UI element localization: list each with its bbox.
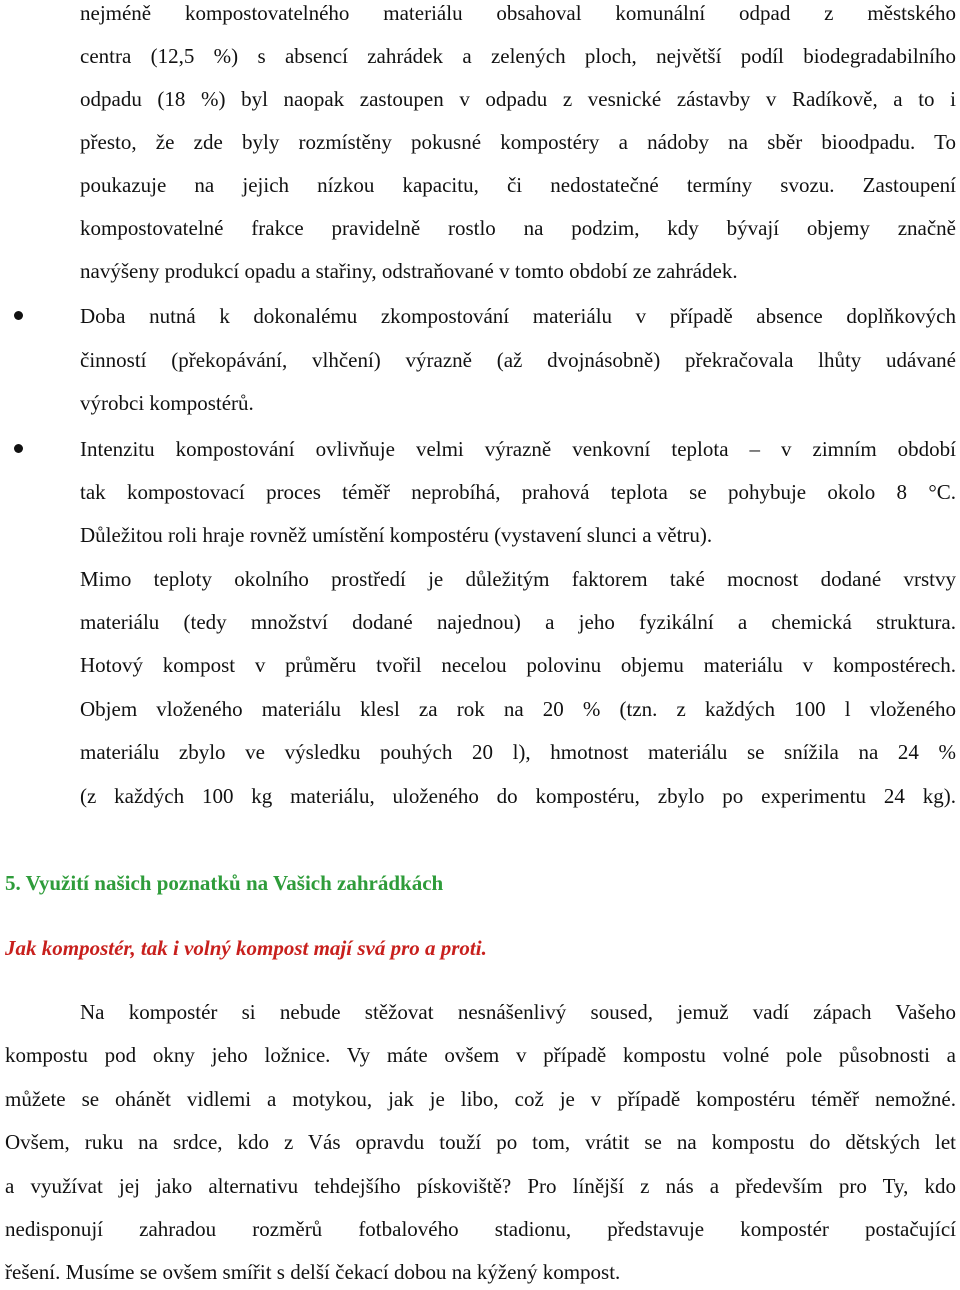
intro-line: nejméně kompostovatelného materiálu obsahoval komunální odpad z městského bbox=[80, 1, 956, 25]
bullet-line: Intenzitu kompostování ovlivňuje velmi výrazně venkovní teplota – v zimním období bbox=[80, 437, 956, 461]
intro-line: kompostovatelné frakce pravidelně rostlo na podzim, kdy bývají objemy značně bbox=[80, 216, 956, 240]
bullet-icon bbox=[14, 444, 23, 453]
section-heading: 5. Využití našich poznatků na Vašich zahrádkách bbox=[5, 871, 444, 895]
bullet-line: Mimo teploty okolního prostředí je důležitým faktorem také mocnost dodané vrstvy bbox=[80, 567, 956, 591]
closing-line: Na kompostér si nebude stěžovat nesnášenlivý soused, jemuž vadí zápach Vašeho bbox=[80, 1000, 956, 1024]
bullet-line: (z každých 100 kg materiálu, uloženého do kompostéru, zbylo po experimentu 24 kg). bbox=[80, 784, 956, 808]
bullet-line: Doba nutná k dokonalému zkompostování materiálu v případě absence doplňkových bbox=[80, 304, 956, 328]
closing-line: řešení. Musíme se ovšem smířit s delší čekací dobou na kýžený kompost. bbox=[5, 1260, 621, 1284]
bullet-line: Důležitou roli hraje rovněž umístění kompostéru (vystavení slunci a větru). bbox=[80, 523, 713, 547]
intro-line: poukazuje na jejich nízkou kapacitu, či nedostatečné termíny svozu. Zastoupení bbox=[80, 173, 956, 197]
bullet-line: materiálu (tedy množství dodané najednou) a jeho fyzikální a chemická struktura. bbox=[80, 610, 956, 634]
intro-line: odpadu (18 %) byl naopak zastoupen v odpadu z vesnické zástavby v Radíkově, a to i bbox=[80, 87, 956, 111]
closing-line: Ovšem, ruku na srdce, kdo z Vás opravdu touží po tom, vrátit se na kompostu do dětských let bbox=[5, 1130, 956, 1154]
bullet-line: tak kompostovací proces téměř neprobíhá, prahová teplota se pohybuje okolo 8 °C. bbox=[80, 480, 956, 504]
closing-line: nedisponují zahradou rozměrů fotbalového stadionu, představuje kompostér postačující bbox=[5, 1217, 956, 1241]
intro-line: centra (12,5 %) s absencí zahrádek a zelených ploch, největší podíl biodegradabilního bbox=[80, 44, 956, 68]
bullet-line: činností (překopávání, vlhčení) výrazně (až dvojnásobně) překračovala lhůty udávané bbox=[80, 348, 956, 372]
bullet-icon bbox=[14, 311, 23, 320]
closing-line: můžete se ohánět vidlemi a motykou, jak je libo, což je v případě kompostéru téměř nemožné. bbox=[5, 1087, 956, 1111]
bullet-line: výrobci kompostérů. bbox=[80, 391, 254, 415]
closing-line: kompostu pod okny jeho ložnice. Vy máte ovšem v případě kompostu volné pole působnosti a bbox=[5, 1043, 956, 1067]
intro-line: navýšeny produkcí opadu a stařiny, odstraňované v tomto období ze zahrádek. bbox=[80, 259, 738, 283]
intro-line: přesto, že zde byly rozmístěny pokusné kompostéry a nádoby na sběr bioodpadu. To bbox=[80, 130, 956, 154]
bullet-line: Objem vloženého materiálu klesl za rok na 20 % (tzn. z každých 100 l vloženého bbox=[80, 697, 956, 721]
bullet-line: Hotový kompost v průměru tvořil necelou polovinu objemu materiálu v kompostérech. bbox=[80, 653, 956, 677]
subheading: Jak kompostér, tak i volný kompost mají svá pro a proti. bbox=[5, 936, 487, 960]
bullet-line: materiálu zbylo ve výsledku pouhých 20 l), hmotnost materiálu se snížila na 24 % bbox=[80, 740, 956, 764]
closing-line: a využívat jej jako alternativu tehdejšího pískoviště? Pro línější z nás a především pro Ty, kdo bbox=[5, 1174, 956, 1198]
